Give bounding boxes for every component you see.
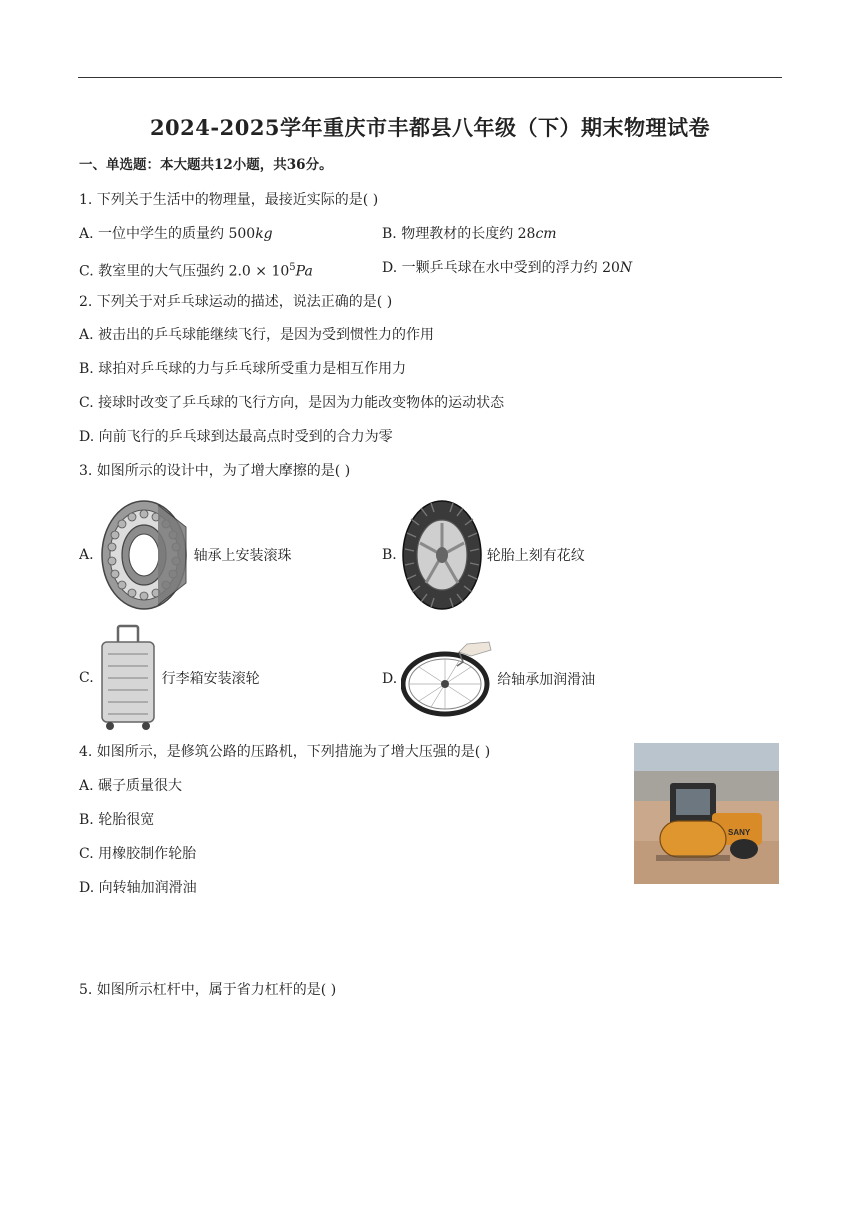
q4-option-b: B. 轮胎很宽	[79, 812, 155, 828]
q2-option-d: D. 向前飞行的乒乓球到达最高点时受到的合力为零	[79, 429, 393, 445]
q2-option-c: C. 接球时改变了乒乓球的飞行方向，是因为力能改变物体的运动状态	[79, 395, 505, 411]
suitcase-icon	[98, 624, 158, 732]
q2-option-a: A. 被击出的乒乓球能继续飞行，是因为受到惯性力的作用	[79, 327, 435, 343]
q3-option-b: B. 轮胎上刻有花纹	[382, 499, 585, 611]
tire-icon	[401, 499, 483, 611]
q2-option-b: B. 球拍对乒乓球的力与乒乓球所受重力是相互作用力	[79, 361, 407, 377]
road-roller-photo	[634, 743, 779, 884]
q1-option-c: C. 教室里的大气压强约 $2.0 \times 10^5Pa$	[79, 262, 313, 280]
bearing-icon	[98, 497, 190, 613]
svg-text:SANY: SANY	[728, 828, 751, 837]
section-heading: 一、单选题：本大题共12小题，共36分。	[79, 157, 333, 173]
q3-stem: 3. 如图所示的设计中，为了增大摩擦的是( )	[79, 463, 351, 479]
q3-option-c: C. 行李箱安装滚轮	[79, 624, 260, 732]
bicycle-wheel-icon	[401, 640, 493, 718]
q5-stem: 5. 如图所示杠杆中，属于省力杠杆的是( )	[79, 982, 337, 998]
q4-option-c: C. 用橡胶制作轮胎	[79, 846, 197, 862]
q1-option-a: A. 一位中学生的质量约 500kg	[79, 226, 273, 242]
q1-option-d: D. 一颗乒乓球在水中受到的浮力约 20N	[382, 260, 633, 276]
header-rule	[78, 77, 782, 78]
q3-option-a: A. 轴承上安装滚珠	[79, 497, 292, 613]
q2-stem: 2. 下列关于对乒乓球运动的描述，说法正确的是( )	[79, 294, 393, 310]
q1-stem: 1. 下列关于生活中的物理量，最接近实际的是( )	[79, 192, 379, 208]
exam-title: 2024-2025学年重庆市丰都县八年级（下）期末物理试卷	[149, 115, 711, 140]
q4-stem: 4. 如图所示，是修筑公路的压路机，下列措施为了增大压强的是( )	[79, 744, 491, 760]
q4-option-a: A. 碾子质量很大	[79, 778, 183, 794]
q3-option-d: D. 给轴承加润滑油	[382, 640, 595, 718]
q4-option-d: D. 向转轴加润滑油	[79, 880, 197, 896]
q1-option-b: B. 物理教材的长度约 28cm	[382, 226, 557, 242]
